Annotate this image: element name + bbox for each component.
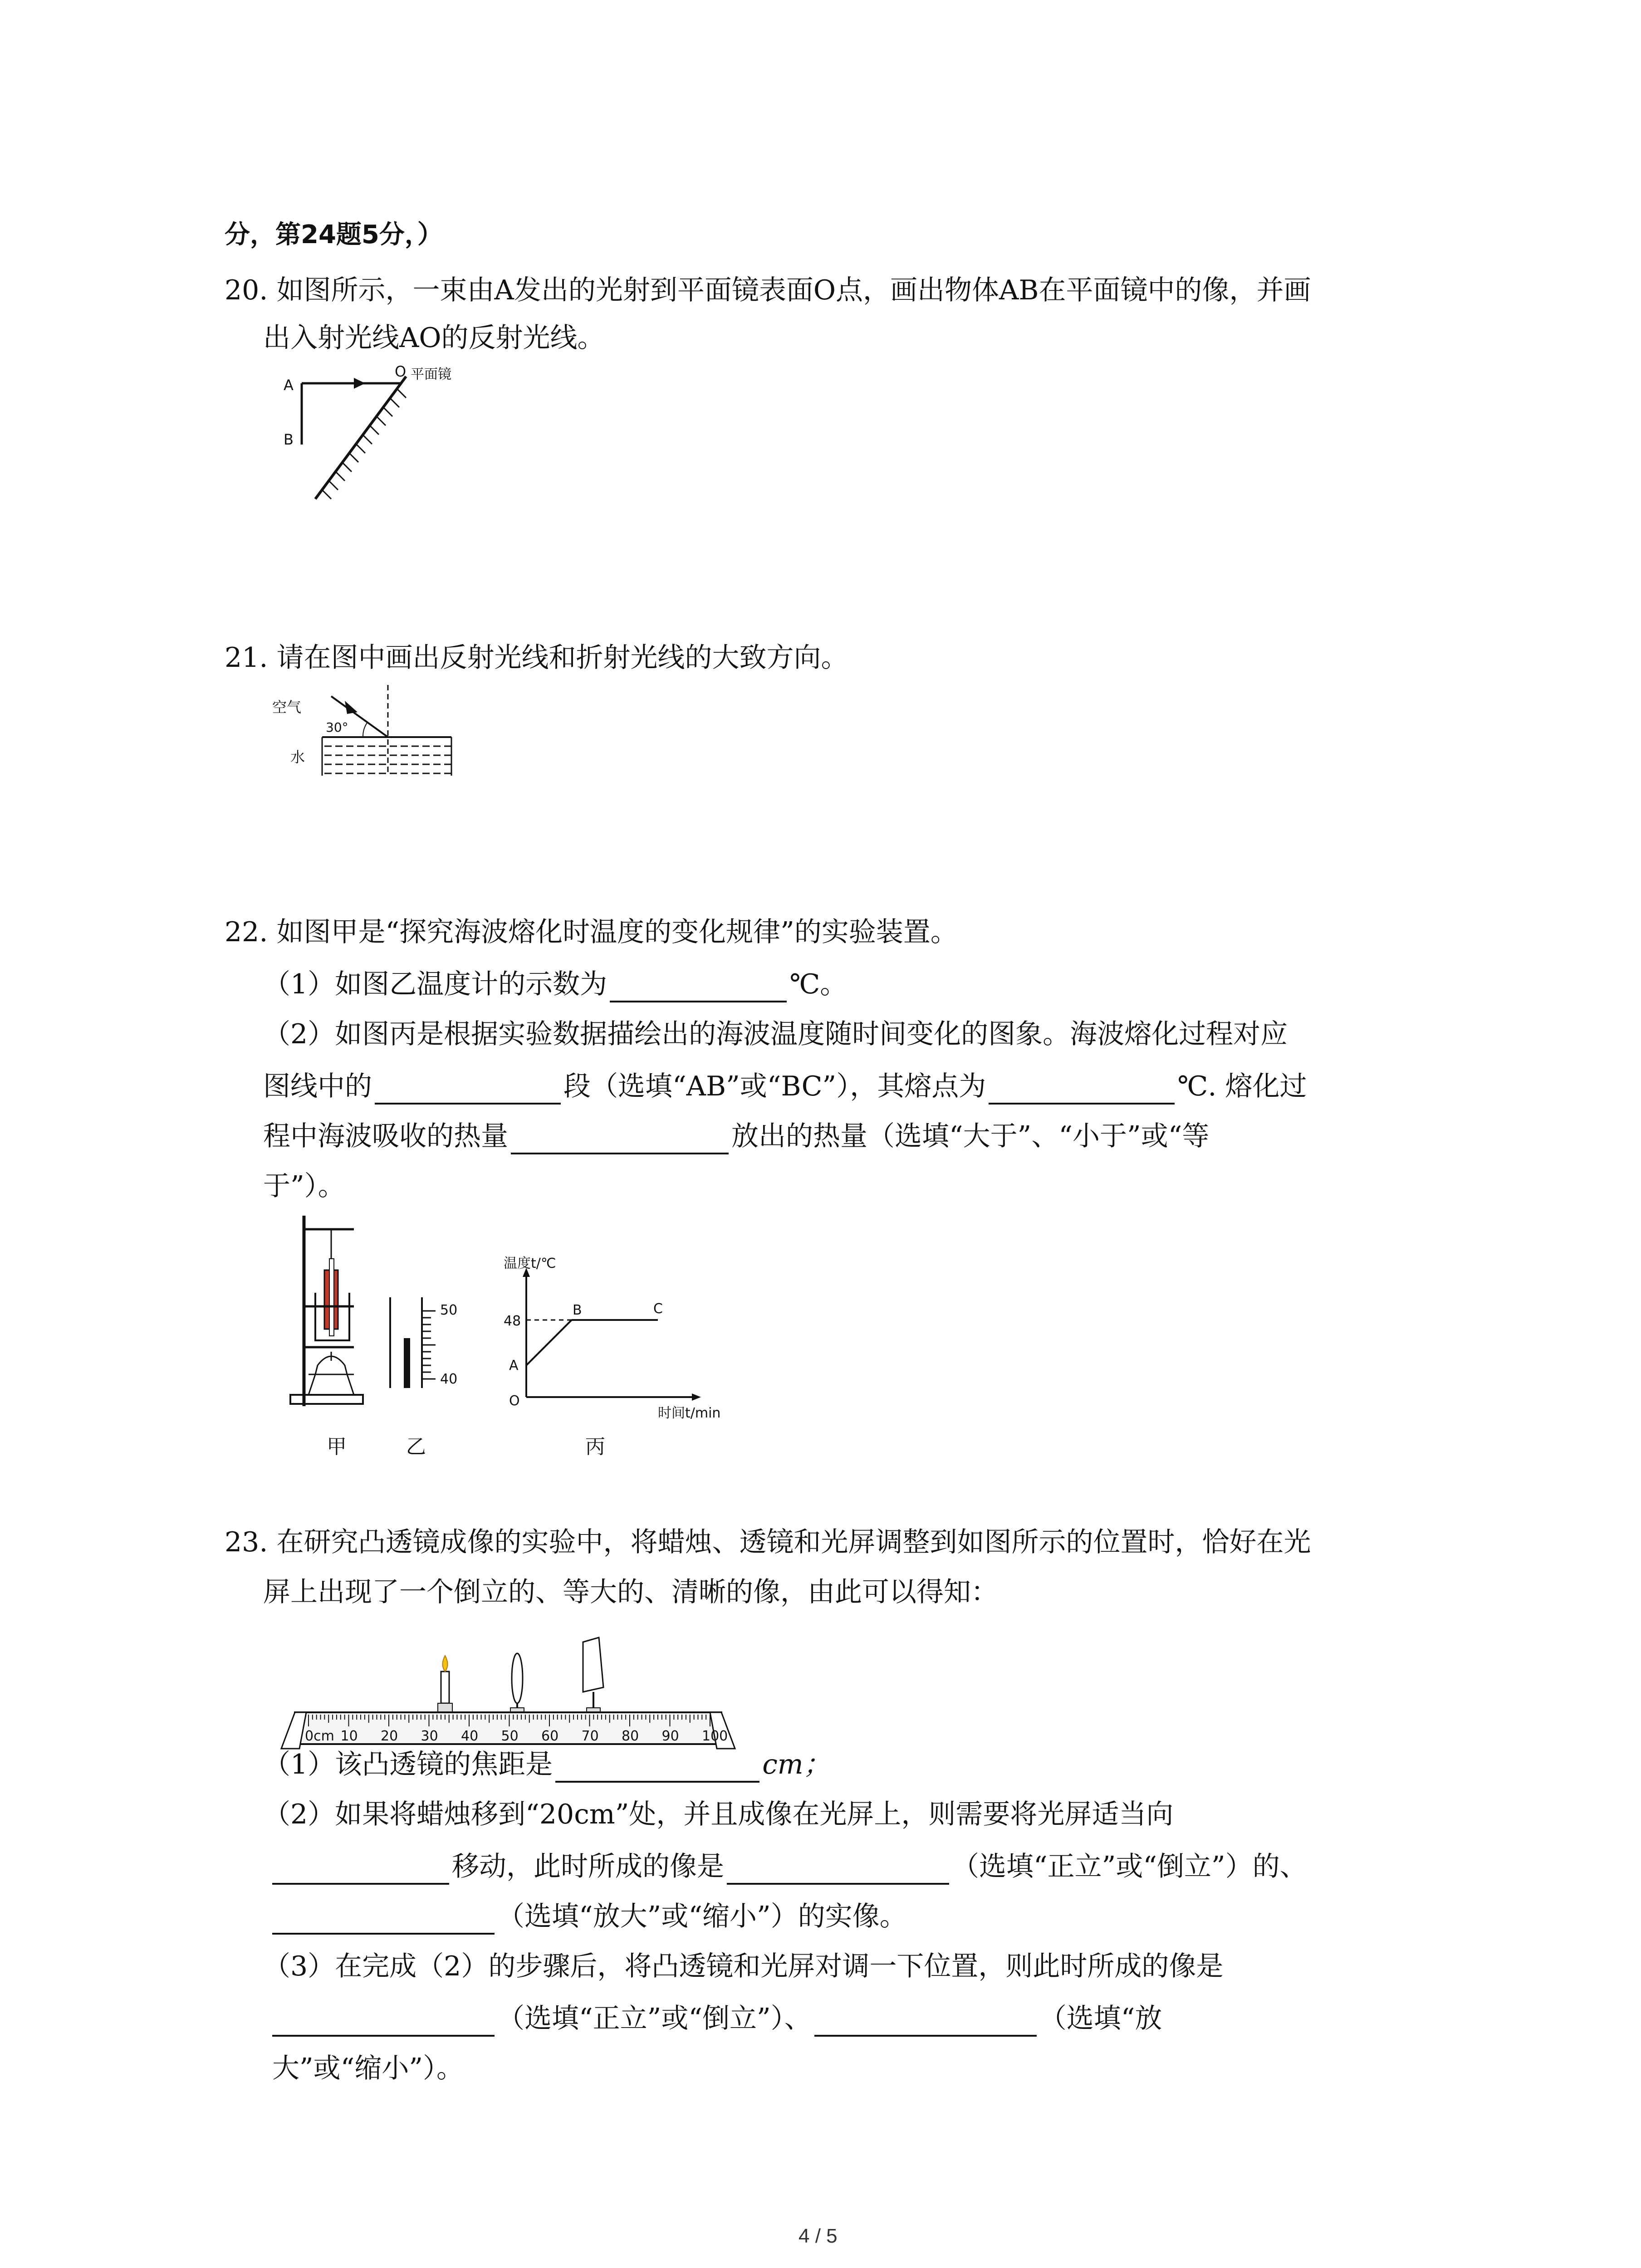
answer-blank-melting-point[interactable] — [989, 1074, 1175, 1105]
graph-point-b: B — [573, 1302, 582, 1318]
label-air: 空气 — [272, 699, 302, 716]
answer-blank-focal-length[interactable] — [555, 1752, 759, 1783]
mirror-hatching — [322, 389, 406, 499]
q21-number: 21. — [225, 642, 268, 674]
graph-point-c: C — [653, 1301, 663, 1317]
q23-optical-bench — [281, 1628, 758, 1755]
angle-arc — [363, 722, 367, 737]
fig-label-bing: 丙 — [585, 1435, 605, 1458]
q23-text-line1: 在研究凸透镜成像的实验中，将蜡烛、透镜和光屏调整到如图所示的位置时，恰好在光 — [276, 1526, 1311, 1558]
answer-blank-segment[interactable] — [375, 1074, 561, 1105]
plane-mirror — [315, 376, 406, 499]
q23-p2-line3: （选填“放大”或“缩小”）的实像。 — [272, 1898, 907, 1935]
q22-melting-graph — [495, 1256, 749, 1433]
q22-p1: （1）如图乙温度计的示数为 ℃。 — [263, 966, 847, 1002]
q23-p2-line1: （2）如果将蜡烛移到“20cm”处，并且成像在光屏上，则需要将光屏适当向 — [263, 1799, 1174, 1830]
answer-blank-screen-direction[interactable] — [272, 1854, 449, 1885]
ruler-tick-label: 70 — [581, 1728, 599, 1744]
page-number: 4 / 5 — [798, 2225, 838, 2247]
ruler-tick-label: 10 — [340, 1728, 358, 1744]
answer-blank-swapped-size[interactable] — [814, 2006, 1037, 2037]
ruler-tick-label: 80 — [622, 1728, 639, 1744]
fig-label-jia: 甲 — [327, 1435, 347, 1458]
label-mirror: 平面镜 — [411, 367, 451, 382]
q20-number: 20. — [225, 274, 268, 306]
q20-line1 — [225, 272, 1311, 308]
ruler-tick-label: 0cm — [305, 1728, 334, 1744]
q22-number: 22. — [225, 916, 268, 948]
q22-p2-line1: （2）如图丙是根据实验数据描绘出的海波温度随时间变化的图象。海波熔化过程对应 — [263, 1018, 1288, 1050]
ruler-tick-label: 50 — [501, 1728, 519, 1744]
answer-blank-swapped-orientation[interactable] — [272, 2006, 495, 2037]
q23-p2-line2: 移动，此时所成的像是 （选填“正立”或“倒立”）的、 — [272, 1848, 1307, 1885]
candle-flame — [443, 1656, 448, 1672]
ruler-tick-label: 60 — [541, 1728, 559, 1744]
ruler-tick-label: 30 — [421, 1728, 438, 1744]
mercury-column — [404, 1338, 410, 1388]
q20-text-line2: 出入射光线AO的反射光线。 — [263, 322, 605, 354]
graph-ylabel: 温度t/℃ — [504, 1256, 556, 1271]
q21-refraction-figure — [272, 685, 476, 785]
q20-text-line1: 如图所示，一束由A发出的光射到平面镜表面O点，画出物体AB在平面镜中的像，并画 — [276, 274, 1311, 306]
graph-tick-48: 48 — [504, 1313, 521, 1329]
ruler-tick-label: 90 — [661, 1728, 679, 1744]
label-a: A — [284, 376, 294, 394]
q23-line1 — [225, 1524, 1311, 1560]
ruler-tick-label: 40 — [461, 1728, 479, 1744]
answer-blank-thermometer[interactable] — [610, 972, 787, 1002]
candle — [441, 1672, 449, 1703]
q22-p2-line2: 图线中的 段（选填“AB”或“BC”），其熔点为 ℃. 熔化过 — [263, 1068, 1307, 1105]
q23-p3-line1: （3）在完成（2）的步骤后，将凸透镜和光屏对调一下位置，则此时所成的像是 — [263, 1950, 1224, 1982]
label-b: B — [284, 431, 294, 448]
graph-point-a: A — [509, 1358, 519, 1374]
q22-p2-line3: 程中海波吸收的热量 放出的热量（选填“大于”、“小于”或“等 — [263, 1118, 1209, 1154]
q22-text-line1: 如图甲是“探究海波熔化时温度的变化规律”的实验装置。 — [276, 916, 958, 948]
fig-label-yi: 乙 — [406, 1435, 426, 1458]
graph-xlabel: 时间t/min — [658, 1405, 721, 1421]
ray-arrow — [354, 378, 365, 389]
q23-text-line2: 屏上出现了一个倒立的、等大的、清晰的像，由此可以得知： — [263, 1576, 998, 1608]
label-angle: 30° — [326, 720, 348, 735]
answer-blank-heat[interactable] — [511, 1124, 729, 1154]
section-header-fragment: 分，第24题5分，） — [225, 220, 443, 249]
q22-apparatus-figure — [272, 1216, 377, 1406]
light-screen — [583, 1637, 603, 1692]
ray-arrow — [345, 701, 358, 714]
label-o: O — [395, 363, 407, 380]
convex-lens — [512, 1653, 523, 1703]
q21-text-line1: 请在图中画出反射光线和折射光线的大致方向。 — [276, 642, 848, 674]
q22-p2-line4: 于”）。 — [263, 1170, 345, 1202]
q23-p3-line2: （选填“正立”或“倒立”）、 （选填“放 — [272, 2000, 1162, 2037]
graph-origin: O — [509, 1393, 520, 1409]
thermo-label-top: 50 — [440, 1302, 458, 1318]
ruler-tick-label: 20 — [381, 1728, 398, 1744]
label-water: 水 — [290, 748, 305, 766]
q23-p1: （1）该凸透镜的焦距是 cm； — [263, 1746, 831, 1783]
q23-number: 23. — [225, 1526, 268, 1558]
q20-mirror-figure — [272, 363, 526, 508]
ruler-tick-label: 100 — [702, 1728, 728, 1744]
thermo-label-bottom: 40 — [440, 1371, 458, 1387]
q22-thermometer-figure — [386, 1297, 476, 1397]
q22-line1 — [225, 914, 958, 950]
q21-line1 — [225, 640, 848, 676]
q23-p3-line3: 大”或“缩小”）。 — [272, 2053, 464, 2084]
answer-blank-image-size[interactable] — [272, 1904, 495, 1935]
segment-ab — [526, 1320, 572, 1365]
answer-blank-image-orientation[interactable] — [727, 1854, 949, 1885]
